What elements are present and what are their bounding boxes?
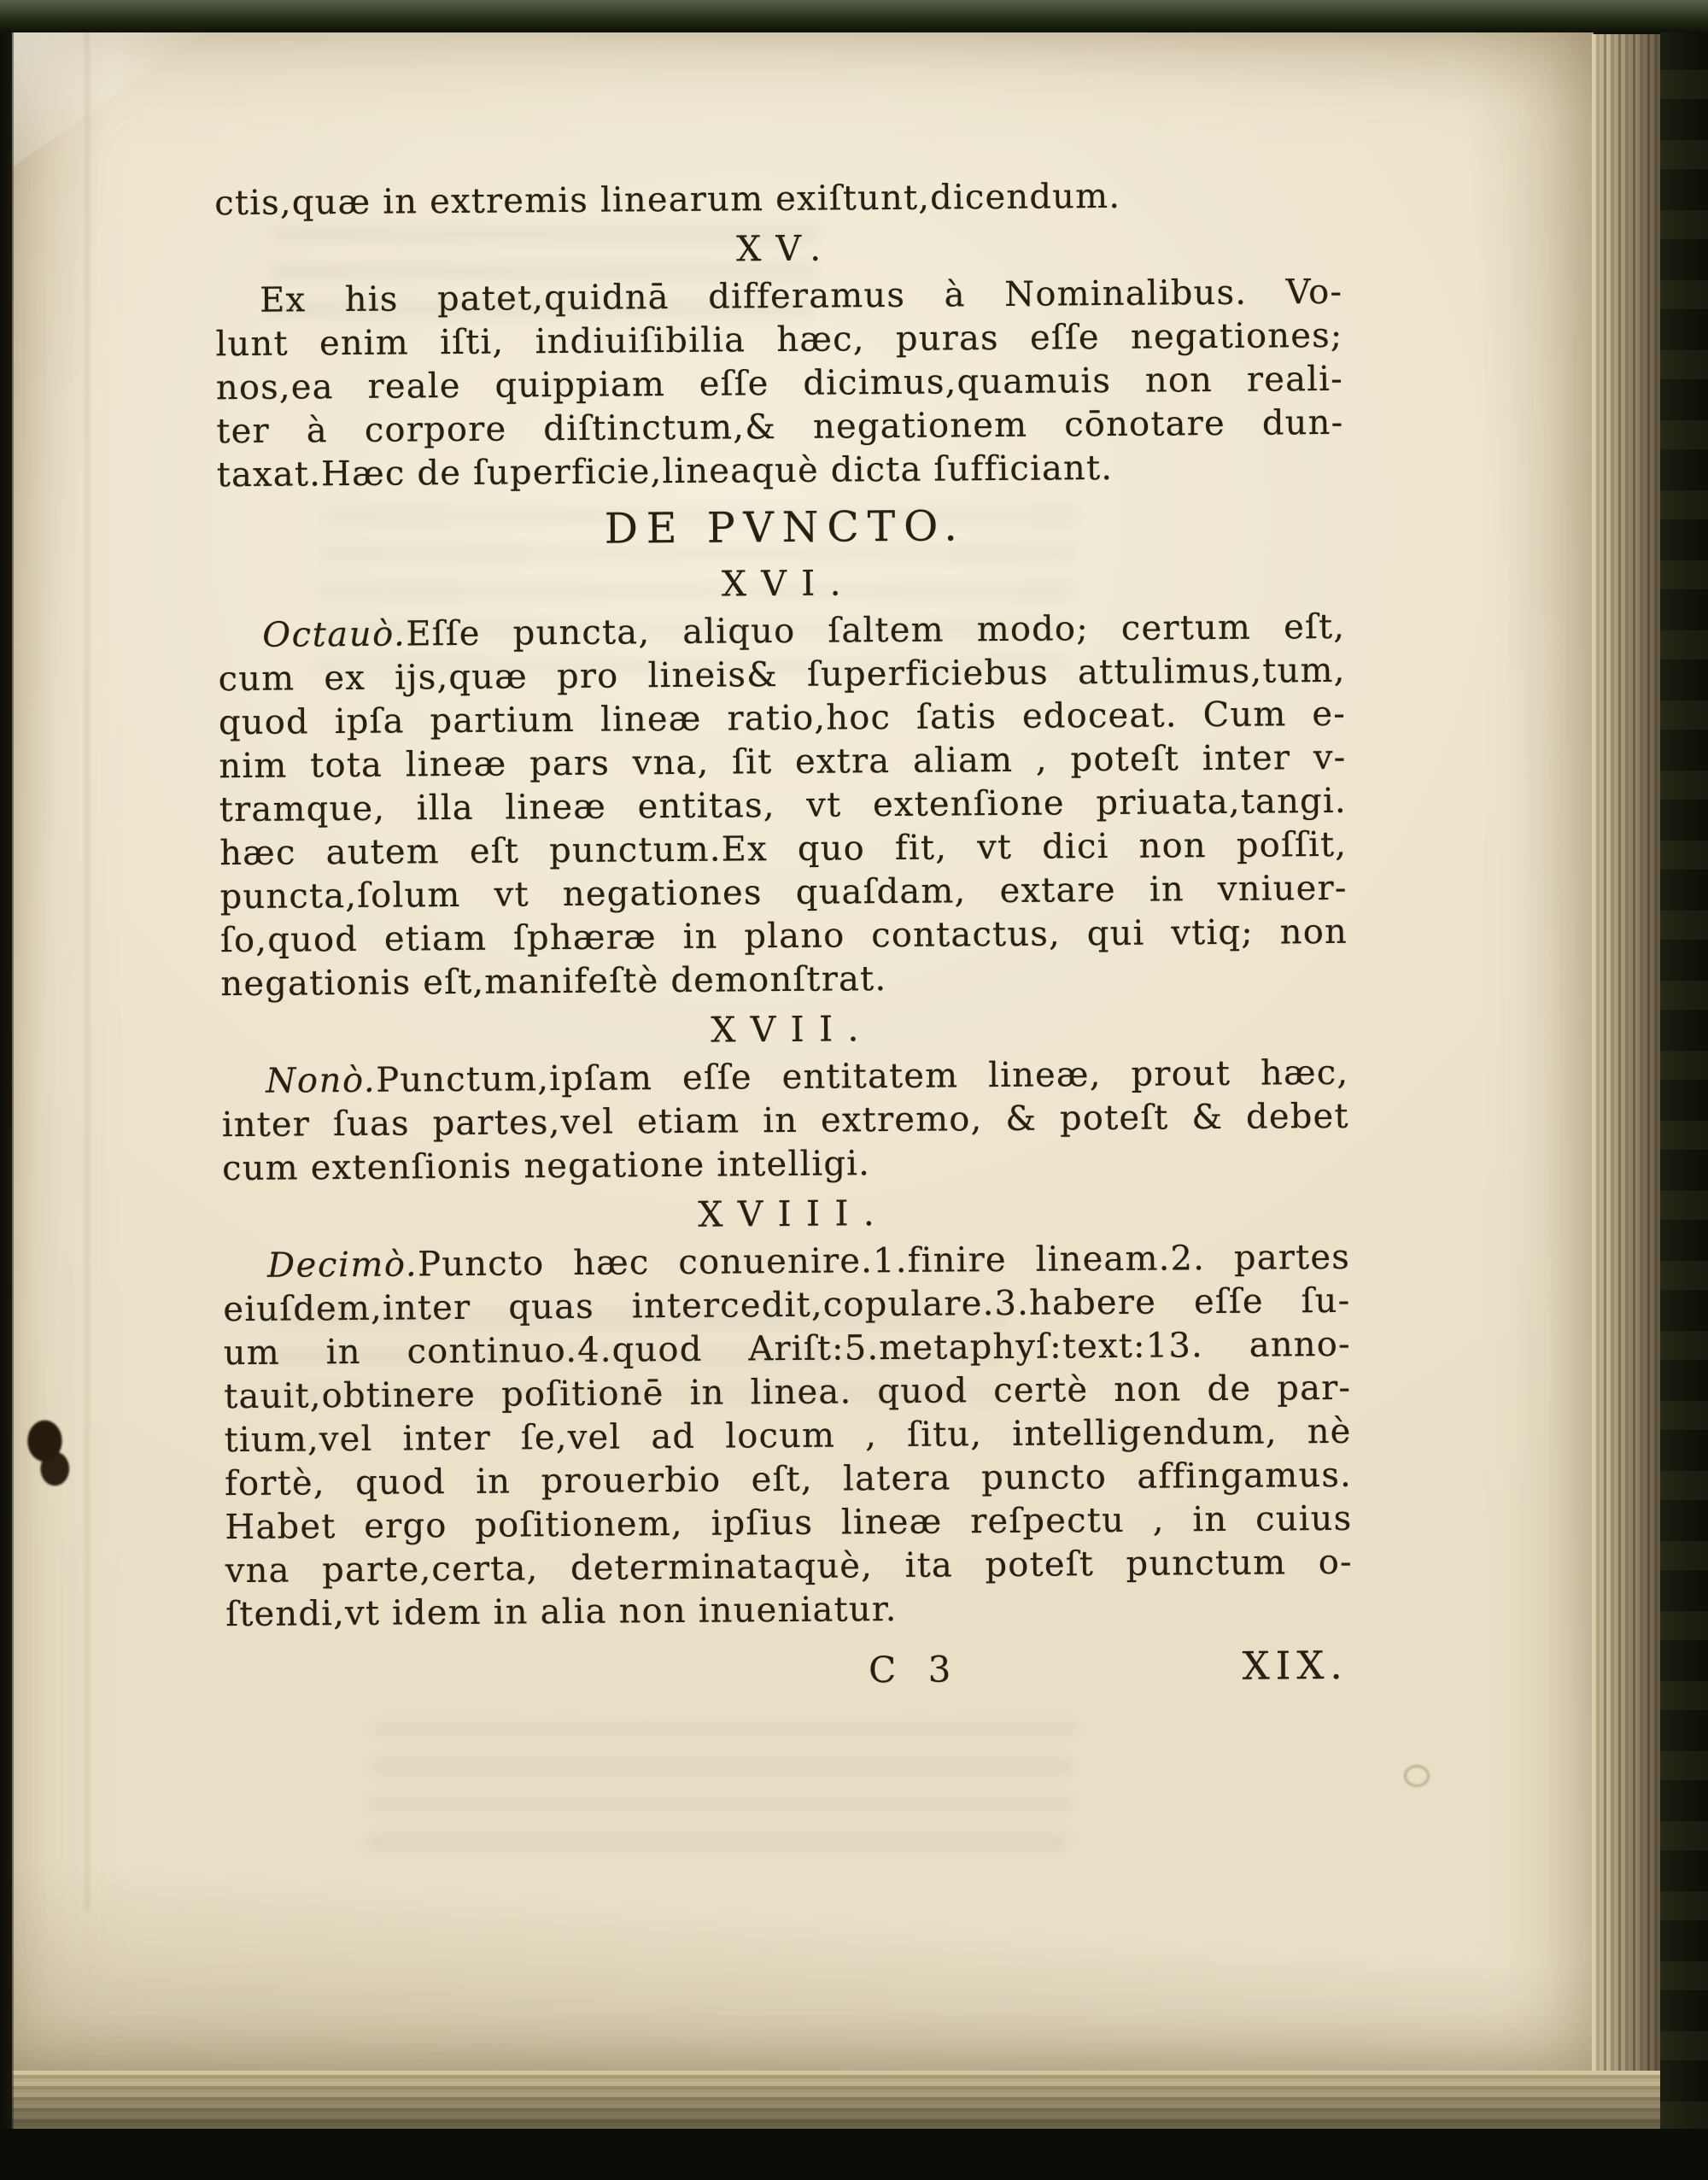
paragraph-line: hæc autem eſt punctum.Ex quo fit, vt dici non poſſit, <box>219 824 1348 874</box>
paragraph-line: eiuſdem,inter quas intercedit,copulare.3.habere eſſe ſu- <box>223 1280 1351 1330</box>
fore-edge-page-stack <box>1592 34 1664 2071</box>
section-heading-xvi: XVI. <box>721 562 857 605</box>
paragraph-line: ſtendi,vt idem in alia non inueniatur. <box>225 1589 898 1635</box>
paragraph-line: Habet ergo poſitionem, ipſius lineæ reſpectu , in cuius <box>225 1498 1353 1548</box>
paragraph-lead-word: Nonò. <box>266 1060 377 1101</box>
page <box>12 31 1594 2072</box>
paragraph-lead-word: Decimò. <box>266 1245 418 1286</box>
book-binding-top-edge <box>0 0 1708 32</box>
paragraph-line: lunt enim iſti, indiuiſibilia hæc, puras eſſe negationes; <box>215 315 1343 365</box>
paper-crease <box>85 31 89 1910</box>
paragraph-line: vna parte,certa, determinataquè, ita poteſt punctum o- <box>225 1542 1353 1591</box>
paragraph-line: tauit,obtinere poſitionē in linea. quod certè non de par- <box>224 1368 1352 1417</box>
section-heading-xv: XV. <box>735 227 836 270</box>
ink-blot <box>22 1415 79 1490</box>
ring-stain <box>1404 1765 1430 1787</box>
paragraph-line: um in continuo.4.quod Ariſt:5.metaphyſ:text:13. anno- <box>223 1324 1351 1374</box>
paragraph-line: nos,ea reale quippiam eſſe dicimus,quamuis non reali- <box>215 359 1344 408</box>
paragraph-line: tium,vel inter ſe,vel ad locum , ſitu, intelligendum, nè <box>224 1411 1352 1461</box>
signature-row <box>226 1644 1354 1697</box>
line-text: Puncto hæc conuenire.1.finire lineam.2. partes <box>418 1237 1351 1285</box>
text-block <box>214 173 1354 1697</box>
paragraph-line: taxat.Hæc de ſuperficie,lineaquè dicta ſufficiant. <box>216 448 1114 495</box>
paragraph-line: negationis eſt,manifeſtè demonſtrat. <box>220 959 887 1005</box>
paragraph-line: puncta,ſolum vt negationes quaſdam, extare in vniuer- <box>219 868 1348 917</box>
paragraph-lead-word: Octauò. <box>262 614 407 655</box>
show-through-smudge <box>366 1722 1075 1859</box>
gathering-signature: C 3 <box>868 1648 962 1691</box>
bottom-page-stack <box>12 2071 1664 2130</box>
catchword: XIX. <box>1242 1642 1348 1689</box>
paragraph-line: cum ex ijs,quæ pro lineis& ſuperficiebus attulimus,tum, <box>218 650 1346 700</box>
paragraph-line: Ex his patet,quidnā differamus à Nominalibus. Vo- <box>259 272 1343 320</box>
book-cover-bottom-edge <box>0 2129 1708 2180</box>
paragraph-line: cum extenſionis negatione intelligi. <box>221 1144 871 1189</box>
paragraph-line: ter à corpore diſtinctum,& negationem cōnotare dun- <box>216 402 1344 452</box>
line-text: Eſſe puncta, aliquo ſaltem modo; certum eſt, <box>406 607 1346 654</box>
paragraph-line: tramque, illa lineæ entitas, vt extenſione priuata,tangi. <box>219 781 1347 830</box>
chapter-heading-de-puncto: DE PVNCTO. <box>604 501 966 554</box>
paragraph-line: inter ſuas partes,vel etiam in extremo, & poteſt & debet <box>221 1096 1349 1146</box>
corner-fold <box>12 31 208 167</box>
paragraph-line: nim tota lineæ pars vna, ſit extra aliam , poteſt inter v- <box>219 737 1347 787</box>
book-cover-right-edge <box>1660 0 1708 2180</box>
gutter-shadow-left <box>0 26 14 2180</box>
section-heading-xviii: XVIII. <box>698 1193 890 1235</box>
paragraph-line: ſo,quod etiam ſphæræ in plano contactus, qui vtiq; non <box>219 911 1348 961</box>
paragraph-line: quod ipſa partium lineæ ratio,hoc ſatis edoceat. Cum e- <box>218 694 1347 743</box>
paragraph-line: fortè, quod in prouerbio eſt, latera puncto affingamus. <box>224 1455 1353 1504</box>
section-heading-xvii: XVII. <box>711 1008 874 1051</box>
line-text: Punctum,ipſam eſſe entitatem lineæ, prout hæc, <box>376 1052 1349 1100</box>
fragment-line: ctis,quæ in extremis linearum exiſtunt,dicendum. <box>214 176 1121 224</box>
